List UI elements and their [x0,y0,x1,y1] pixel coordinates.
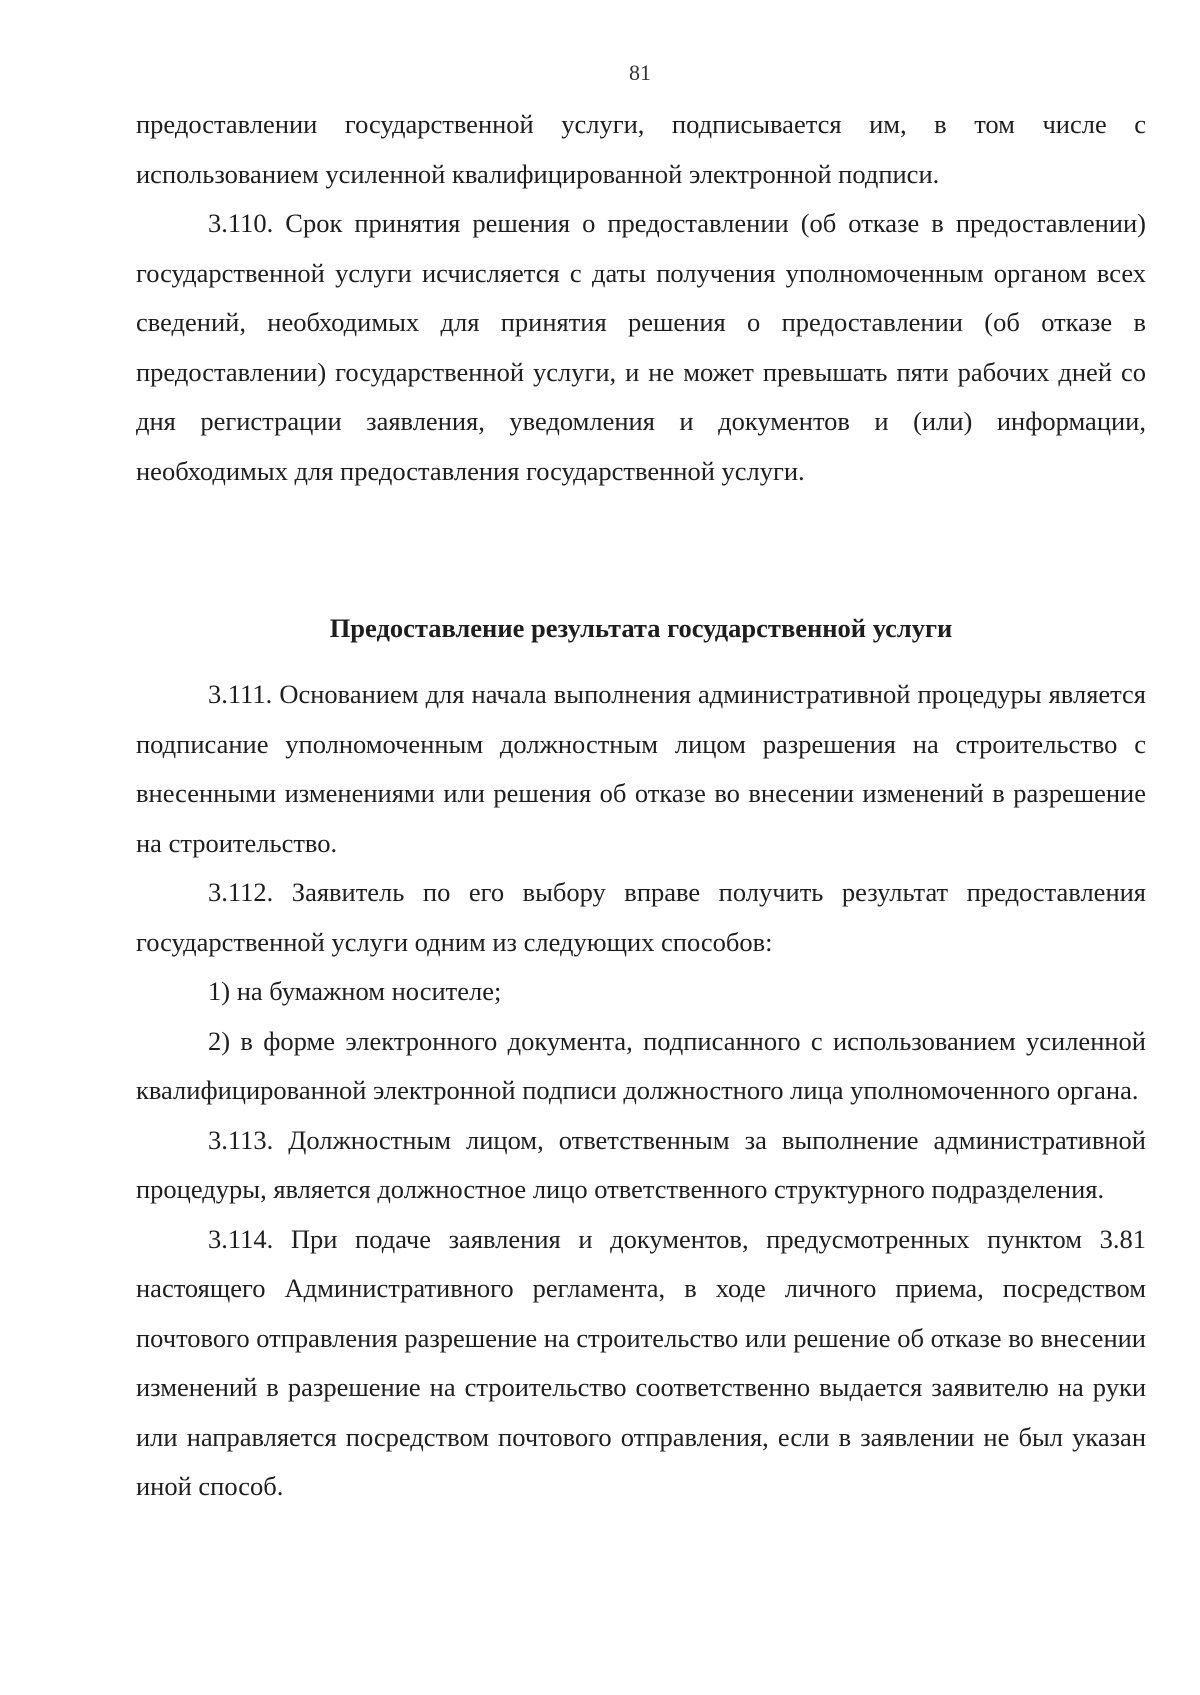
list-item-2: 2) в форме электронного документа, подписанного с использованием усиленной квалифицированной электронной подписи должностного лица уполномоченного органа. [136,1025,1146,1105]
list-item-1: 1) на бумажном носителе; [208,976,502,1006]
page-number: 81 [629,60,651,85]
text-block-top [136,100,1146,496]
text-block-bottom [136,670,1146,1512]
paragraph-3-111: 3.111. Основанием для начала выполнения административной процедуры является подписание уполномоченным должностным лицом разрешения на строительство с внесенными изменениями или решения об отказе во внесении изменений в разрешение на строительство. [136,679,1146,858]
section-heading: Предоставление результата государственной услуги [329,613,953,643]
paragraph-continuation: предоставлении государственной услуги, подписывается им, в том числе с использованием усиленной квалифицированной электронной подписи. [136,109,1146,189]
paragraph-3-110: 3.110. Срок принятия решения о предоставлении (об отказе в предоставлении) государственной услуги исчисляется с даты получения уполномоченным органом всех сведений, необходимых для принятия решения о предоставлении (об отказе в предоставлении) государственной услуги, и не может превышать пяти рабочих дней со дня регистрации заявления, уведомления и документов и (или) информации, необходимых для предоставления государственной услуги. [136,208,1146,486]
paragraph-3-113: 3.113. Должностным лицом, ответственным за выполнение административной процедуры, является должностное лицо ответственного структурного подразделения. [136,1124,1146,1204]
paragraph-3-112: 3.112. Заявитель по его выбору вправе получить результат предоставления государственной услуги одним из следующих способов: [136,877,1146,957]
paragraph-3-114: 3.114. При подаче заявления и документов, предусмотренных пунктом 3.81 настоящего Административного регламента, в ходе личного приема, посредством почтового отправления разрешение на строительство или решение об отказе во внесении изменений в разрешение на строительство соответственно выдается заявителю на руки или направляется посредством почтового отправления, если в заявлении не был указан иной способ. [136,1223,1146,1501]
